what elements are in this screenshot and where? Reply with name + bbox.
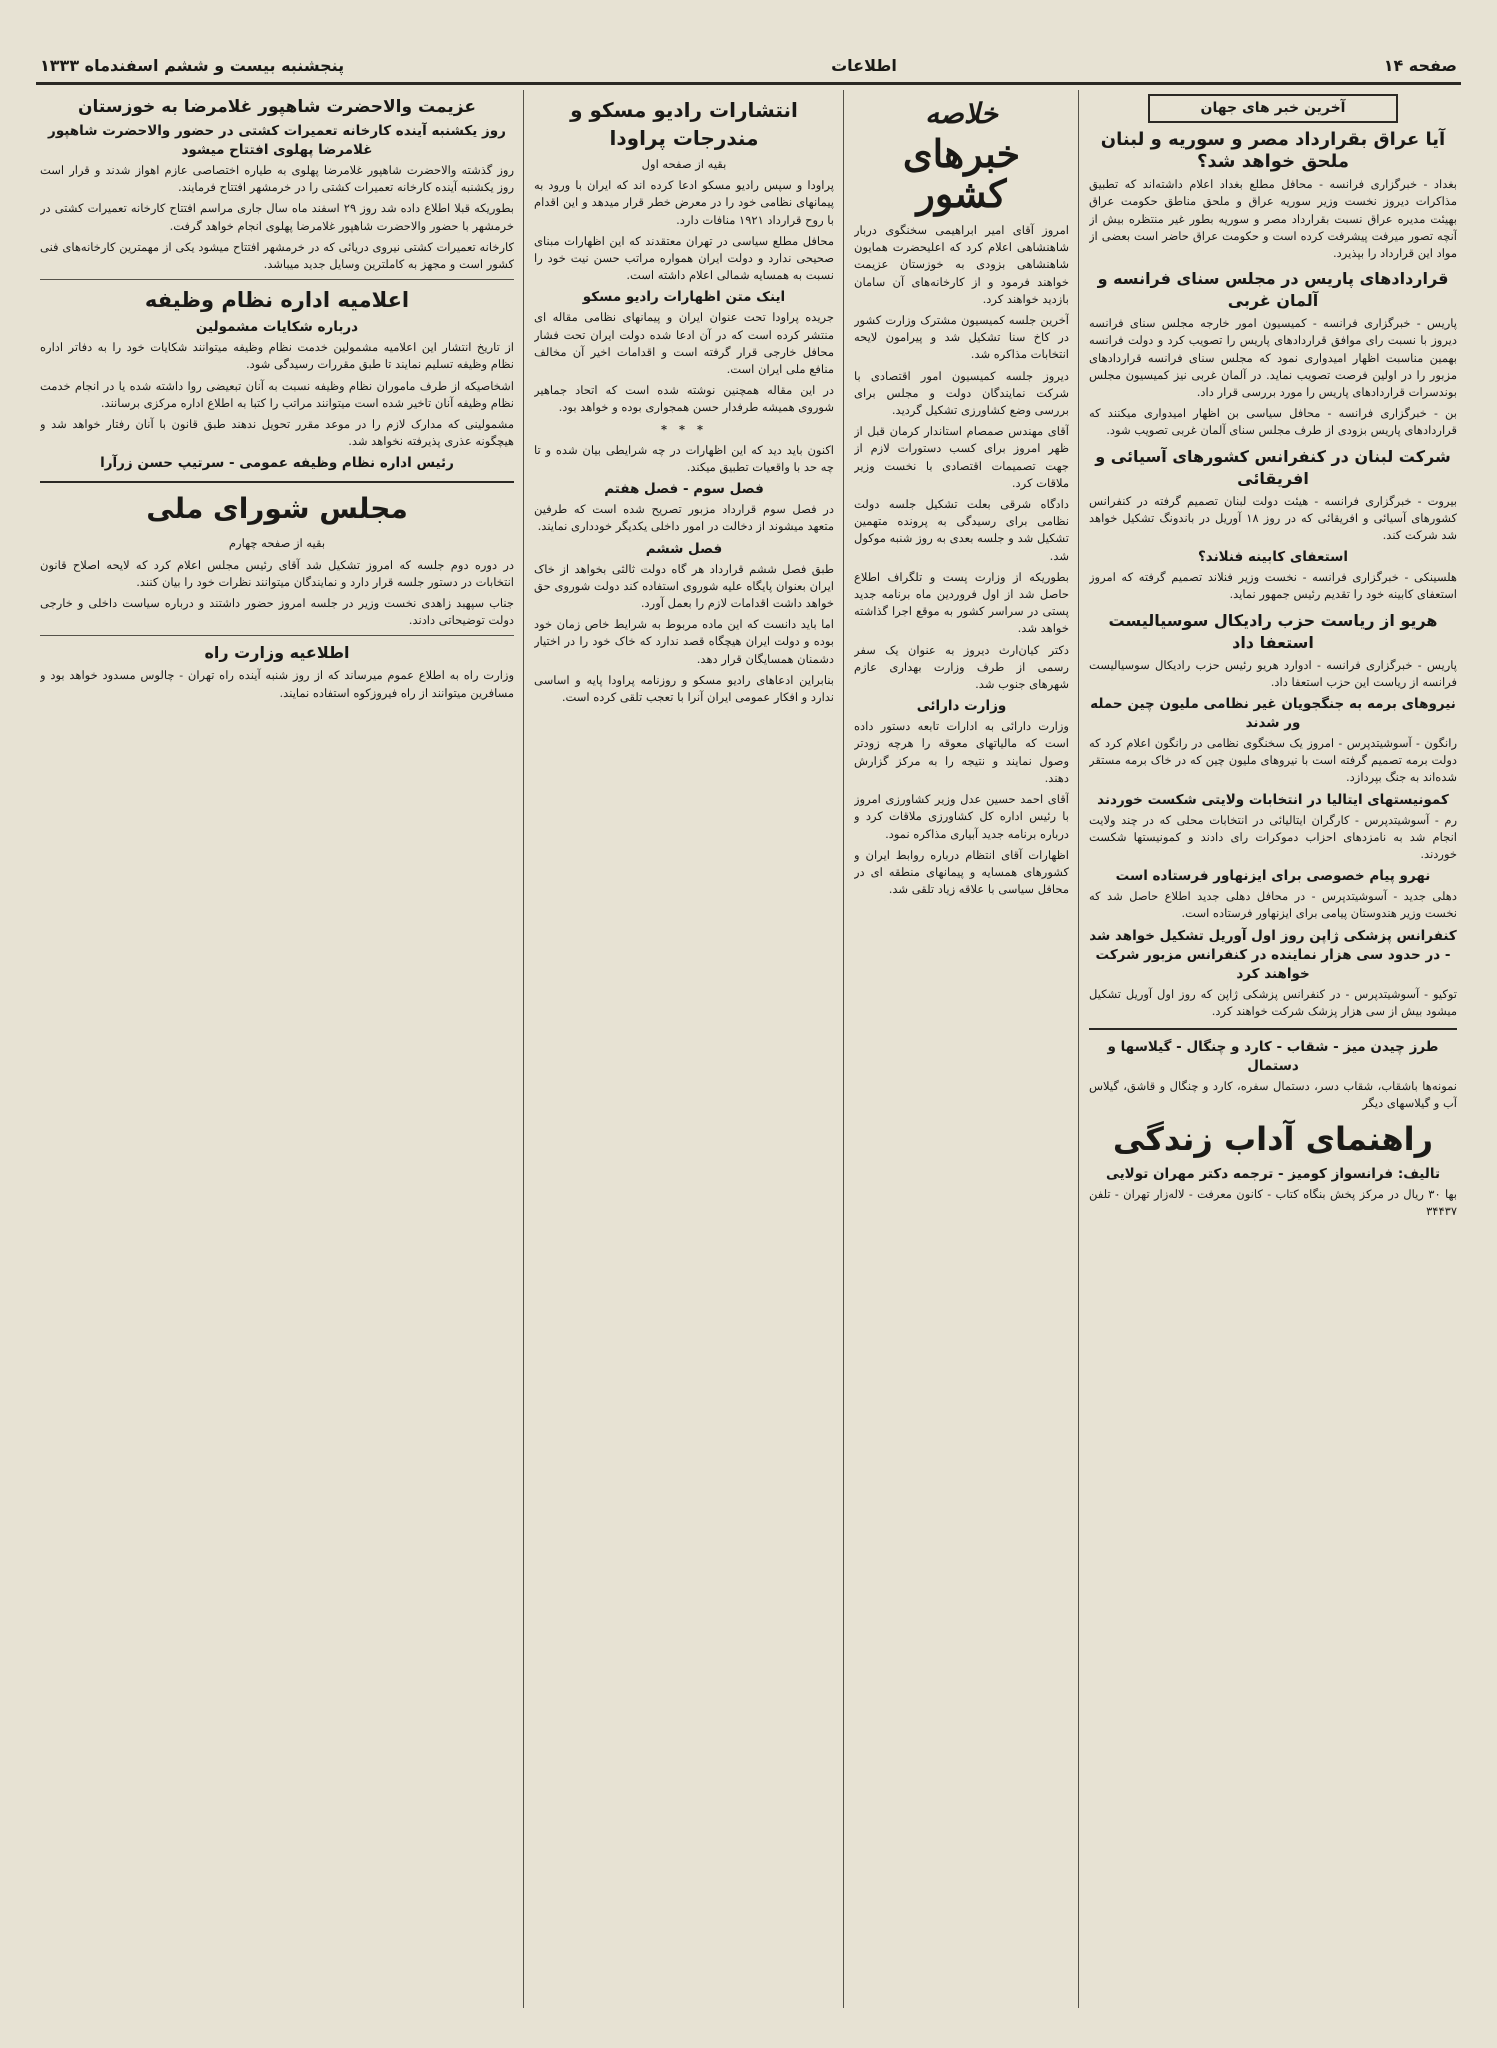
burma-text: رانگون - آسوشیتدپرس - امروز یک سخنگوی نظامی در رانگون اعلام کرد که دولت برمه تصمیم گرفته است با نیروهای ملیون چین که در خاک برمه مستقر شده‌اند به جنگ بپردازد. <box>1089 736 1457 785</box>
bonn-text: بن - خبرگزاری فرانسه - محافل سیاسی بن اظهار امیدواری میکنند که قراردادهای پاریس بزودی از طرف مجلس سنای آلمان غربی تصویب شود. <box>1089 406 1457 438</box>
parliament-continued: بقیه از صفحه چهارم <box>228 536 326 551</box>
country-news-p10: اظهارات آقای انتظام درباره روابط ایران و کشورهای همسایه و پیمانهای منطقه ای در محافل سیاسی با علاقه زیاد تلقی شد. <box>854 847 1069 897</box>
section-divider <box>40 635 514 636</box>
conscription-p3: مشمولینی که مدارک لازم را در موعد مقرر تحویل ندهند طبق قانون با آنان رفتار خواهد شد و هیچگونه عذری پذیرفته نخواهد شد. <box>40 417 514 449</box>
left-column <box>40 90 514 2008</box>
ad-text: نمونه‌ها باشقاب، شقاب دسر، دستمال سفره، کارد و چنگال و قاشق، گیلاس آب و گیلاسهای دیگر <box>1089 1079 1457 1111</box>
parliament-headline: مجلس شورای ملی <box>146 492 408 526</box>
ad-author: تالیف: فرانسواز کومیز - ترجمه دکتر مهران تولایی <box>1105 1165 1441 1182</box>
world-news-column <box>1089 90 1457 2008</box>
italy-headline: کمونیستهای ایتالیا در انتخابات ولایتی شکست خوردند <box>1097 791 1449 808</box>
country-news-p9: آقای احمد حسین عدل وزیر کشاورزی امروز با رئیس اداره کل کشاورزی ملاقات کرد و درباره برنامه جدید آبیاری مذاکره نمود. <box>854 792 1069 841</box>
lebanon-text: بیروت - خبرگزاری فرانسه - هیئت دولت لبنان تصمیم گرفته در کنفرانس کشورهای آسیائی و افریقائی که در روز ۱۸ آوریل در باندونگ تشکیل خواهد شد شرکت کند. <box>1089 493 1457 543</box>
chapter-heading: فصل سوم - فصل هفتم <box>604 481 764 498</box>
country-news-p6: بطوریکه از وزارت پست و تلگراف اطلاع حاصل شد از اول فروردین ماه برنامه جدید پستی در سراسر کشور به موقع اجرا گذاشته خواهد شد. <box>854 569 1069 636</box>
country-news-p2: آخرین جلسه کمیسیون مشترک وزارت کشور در کاخ سنا تشکیل شد و پیرامون لایحه انتخابات مذاکره شد. <box>854 313 1069 362</box>
radio-moscow-column <box>534 90 834 2008</box>
nehru-text: دهلی جدید - آسوشیتدپرس - در محافل دهلی جدید اطلاع حاصل شد که نخست وزیر هندوستان پیامی برای ایزنهاور فرستاده است. <box>1089 889 1457 921</box>
iraq-headline: آیا عراق بقرارداد مصر و سوریه و لبنان ملحق خواهد شد؟ <box>1100 129 1446 173</box>
country-news-column <box>854 90 1069 2008</box>
parliament-p1: در دوره دوم جلسه که امروز تشکیل شد آقای رئیس مجلس اعلام کرد که لایحه اصلاح قانون انتخابات در دستور جلسه قرار دارد و نمایندگان میتوانند نظرات خود را بیان کنند. <box>40 557 514 589</box>
herriot-headline: هریو از ریاست حزب رادیکال سوسیالیست استعفا داد <box>1108 610 1438 652</box>
conscription-p2: اشخاصیکه از طرف ماموران نظام وظیفه نسبت به آنان تبعیضی روا داشته شده یا در انجام خدمت نظام وظیفه آنان تاخیر شده است میتوانند مراتب را کتبا به اطلاع اداره مرکزی برسانند. <box>40 378 514 410</box>
country-news-p5: دادگاه شرقی بعلت تشکیل جلسه دولت نظامی برای رسیدگی به پرونده متهمین تشکیل شد و جلسه بعدی به روز شنبه موکول شد. <box>854 497 1069 563</box>
chapter-six-heading: فصل ششم <box>645 540 723 557</box>
radio-moscow-p5: اکنون باید دید که این اظهارات در چه شرایطی بیان شده و تا چه حد با واقعیات تطبیق میکند. <box>534 442 834 475</box>
masthead <box>40 50 1457 80</box>
lebanon-headline: شرکت لبنان در کنفرانس کشورهای آسیائی و افریقائی <box>1095 446 1451 488</box>
roads-ministry-headline: اطلاعیه وزارت راه <box>204 643 350 663</box>
radio-moscow-p4: در این مقاله همچنین نوشته شده است که اتحاد جماهیر شوروی همیشه طرفدار حسن همجواری بوده و خواهد بود. <box>534 383 834 415</box>
conscription-headline: اعلامیه اداره نظام وظیفه <box>144 288 410 313</box>
summary-script: خلاصه <box>925 97 998 130</box>
prince-headline: عزیمت والاحضرت شاهپور غلامرضا به خوزستان <box>78 97 476 117</box>
herriot-text: پاریس - خبرگزاری فرانسه - ادوارد هریو رئیس حزب رادیکال سوسیالیست فرانسه از ریاست این حزب استعفا داد. <box>1089 657 1457 689</box>
masthead-rule <box>36 82 1461 85</box>
japan-text: توکیو - آسوشیتدپرس - در کنفرانس پزشکی ژاپن که روز اول آوریل تشکیل میشود بیش از سی هزار پزشک شرکت خواهند کرد. <box>1089 986 1457 1018</box>
radio-moscow-p6: در فصل سوم قرارداد مزبور تصریح شده است که طرفین متعهد میشوند از دخالت در امور داخلی یکدیگر خودداری نمایند. <box>534 502 834 534</box>
finland-headline: استعفای کابینه فنلاند؟ <box>1197 549 1349 566</box>
issue-date: پنجشنبه بیست و ششم اسفندماه ۱۳۳۳ <box>40 55 345 75</box>
country-news-p3: دیروز جلسه کمیسیون امور اقتصادی با شرکت نمایندگان دولت و مجلس برای بررسی وضع کشاورزی تشکیل گردید. <box>854 368 1069 418</box>
paris-accords-text: پاریس - خبرگزاری فرانسه - کمیسیون امور خارجه مجلس سنای فرانسه دیروز با نسبت رای موافق قراردادهای پاریس را تصویب کرد و دولت فرانسه بهمین مناسبت اظهار امیدواری نمود که مجلس سنای فرانسه قراردادهای مزبور را در اولین فرصت تصویب نماید. در آلمان غربی نیز کمیسیون مجلس بوندسرات قراردادهای پاریس را مورد بررسی قرار داد. <box>1089 316 1457 400</box>
finland-text: هلسینکی - خبرگزاری فرانسه - نخست وزیر فنلاند تصمیم گرفته که امروز استعفای کابینه خود را تقدیم رئیس جمهور نماید. <box>1089 570 1457 602</box>
paris-accords-headline: قراردادهای پاریس در مجلس سنای فرانسه و آلمان غربی <box>1097 269 1449 311</box>
burma-headline: نیروهای برمه به جنگجویان غیر نظامی ملیون چین حمله ور شدند <box>1090 696 1456 732</box>
ad-topline: طرز چیدن میز - شقاب - کارد و چنگال - گیلاسها و دستمال <box>1107 1039 1439 1075</box>
radio-moscow-p8: اما باید دانست که این ماده مربوط به شرایط خاص زمان خود بوده و دولت ایران هیچگاه قصد ندارد که خاک خود را در اختیار دشمنان همسایگان قرار دهد. <box>534 617 834 666</box>
radio-moscow-subheading: اینک متن اظهارات رادیو مسکو <box>582 289 786 306</box>
ad-book-title: راهنمای آداب زندگی <box>1112 1119 1434 1158</box>
column-divider <box>843 90 844 2008</box>
conscription-signature: رئیس اداره نظام وظیفه عمومی - سرتیپ حسن زرآرا <box>100 455 454 472</box>
country-news-title: خبرهای کشور <box>902 131 1021 216</box>
paper-name: اطلاعات <box>831 55 897 75</box>
iraq-text: بغداد - خبرگزاری فرانسه - محافل مطلع بغداد اعلام داشته‌اند که تطبیق مذاکرات دیروز نخست وزیر سوریه عراق و ملحق مناطق حکومت عراق بهیئت مدیره عراق نسبت بقرارداد مصر و سوریه بطور غیر منتظره بیش از آنچه تصور میرفت پیشرفت کرده است و حکومت عراق حاضر است بعضی از مواد این قرارداد را بپذیرد. <box>1089 177 1457 261</box>
parliament-p2: جناب سپهبد زاهدی نخست وزیر در جلسه امروز حضور داشتند و درباره سیاست داخلی و خارجی دولت توضیحاتی دادند. <box>40 596 514 628</box>
section-divider <box>40 481 514 483</box>
column-divider <box>523 90 524 2008</box>
section-divider <box>40 279 514 280</box>
column-divider <box>1078 90 1079 2008</box>
conscription-p1: از تاریخ انتشار این اعلامیه مشمولین خدمت نظام وظیفه میتوانند شکایات خود را به دفاتر اداره نظام وظیفه تسلیم نمایند تا طبق مقررات رسیدگی شود. <box>40 340 514 372</box>
ad-divider <box>1089 1028 1457 1030</box>
prince-subheadline: روز یکشنبه آینده کارخانه تعمیرات کشتی در حضور والاحضرت شاهپور غلامرضا پهلوی افتتاح میشود <box>48 123 506 158</box>
country-news-p7: دکتر کیان‌ارث دیروز به عنوان یک سفر رسمی از طرف وزارت بهداری عازم شهرهای جنوب شد. <box>854 642 1069 692</box>
nehru-headline: نهرو پیام خصوصی برای ایزنهاور فرستاده است <box>1115 868 1431 885</box>
radio-moscow-p1: پراودا و سپس رادیو مسکو ادعا کرده اند که ایران با ورود به پیمانهای نظامی خود را در معرض خطر قرار میدهد و این اقدام با روح قرارداد ۱۹۲۱ منافات دارد. <box>534 178 834 227</box>
section-separator: * * * <box>660 421 708 436</box>
radio-moscow-p2: محافل مطلع سیاسی در تهران معتقدند که این اظهارات مبنای صحیحی ندارد و دولت ایران همواره مراتب حسن نیت خود را نسبت به همسایه شمالی اعلام داشته است. <box>534 233 834 283</box>
prince-p2: بطوریکه قبلا اطلاع داده شد روز ۲۹ اسفند ماه سال جاری مراسم افتتاح کارخانه تعمیرات کشتی در خرمشهر با حضور والاحضرت شاهپور غلامرضا پهلوی انجام خواهد گرفت. <box>40 201 514 233</box>
country-news-p1: امروز آقای امیر ابراهیمی سخنگوی دربار شاهنشاهی اعلام کرد که اعلیحضرت همایون شاهنشاهی بزودی به خوزستان عزیمت خواهند فرمود و از کارخانه‌های آن سامان بازدید خواهند کرد. <box>854 223 1069 306</box>
radio-moscow-p7: طبق فصل ششم قرارداد هر گاه دولت ثالثی بخواهد از خاک ایران بعنوان پایگاه علیه شوروی استفاده کند دولت شوروی حق خواهد داشت اقدامات لازم را بعمل آورد. <box>534 561 834 611</box>
roads-ministry-text: وزارت راه به اطلاع عموم میرساند که از روز شنبه آینده راه تهران - چالوس مسدود خواهد بود و مسافرین میتوانند از راه فیروزکوه استفاده نمایند. <box>40 668 514 700</box>
finance-ministry-heading: وزارت دارائی <box>916 698 1007 715</box>
country-news-p8: وزارت دارائی به ادارات تابعه دستور داده است که مالیاتهای معوقه را هرچه زودتر وصول نمایند و نتیجه را به مرکز گزارش دهند. <box>854 719 1069 785</box>
radio-moscow-continued: بقیه از صفحه اول <box>641 157 727 171</box>
ad-footer: بها ۳۰ ریال در مرکز پخش بنگاه کتاب - کانون معرفت - لاله‌زار تهران - تلفن ۳۴۴۳۷ <box>1089 1186 1457 1218</box>
japan-headline: کنفرانس پزشکی ژاپن روز اول آوریل تشکیل خواهد شد - در حدود سی هزار نماینده در کنفرانس مزبور شرکت خواهند کرد <box>1089 927 1457 982</box>
radio-moscow-headline: انتشارات رادیو مسکو و مندرجات پراودا <box>570 98 798 150</box>
radio-moscow-p9: بنابراین ادعاهای رادیو مسکو و روزنامه پراودا پایه و اساسی ندارد و افکار عمومی ایران آنرا با تعجب تلقی کرده است. <box>534 672 834 705</box>
prince-p1: روز گذشته والاحضرت شاهپور غلامرضا پهلوی به طیاره اختصاصی عازم اهواز شدند و قرار است روز یکشنبه آینده کارخانه تعمیرات کشتی را در خرمشهر افتتاح فرمایند. <box>40 163 514 195</box>
country-news-p4: آقای مهندس صمصام استاندار کرمان قبل از ظهر امروز برای کسب دستورات لازم از جهت تصمیمات اقتصادی با نخست وزیر ملاقات کرد. <box>854 424 1069 490</box>
radio-moscow-p3: جریده پراودا تحت عنوان ایران و پیمانهای نظامی مقاله ای منتشر کرده است که در آن ادعا شده دولت ایران تحت فشار محافل خارجی قرار گرفته است و اقدامات اخیر آن مخالف منافع ملی ایران است. <box>534 310 834 377</box>
conscription-subheadline: درباره شکایات مشمولین <box>195 319 359 336</box>
page-number: صفحه ۱۴ <box>1383 55 1457 75</box>
italy-text: رم - آسوشیتدپرس - کارگران ایتالیائی در انتخابات محلی که در چند ولایت انجام شد به نامزدهای احزاب دموکرات رای دادند و کمونیستها شکست خوردند. <box>1089 812 1457 862</box>
world-news-box: آخرین خبر های جهان <box>1148 94 1398 123</box>
prince-p3: کارخانه تعمیرات کشتی نیروی دریائی که در خرمشهر افتتاح میشود یکی از مهمترین کارخانه‌های فنی کشور است و مجهز به کاملترین وسایل جدید میباشد. <box>40 239 514 272</box>
